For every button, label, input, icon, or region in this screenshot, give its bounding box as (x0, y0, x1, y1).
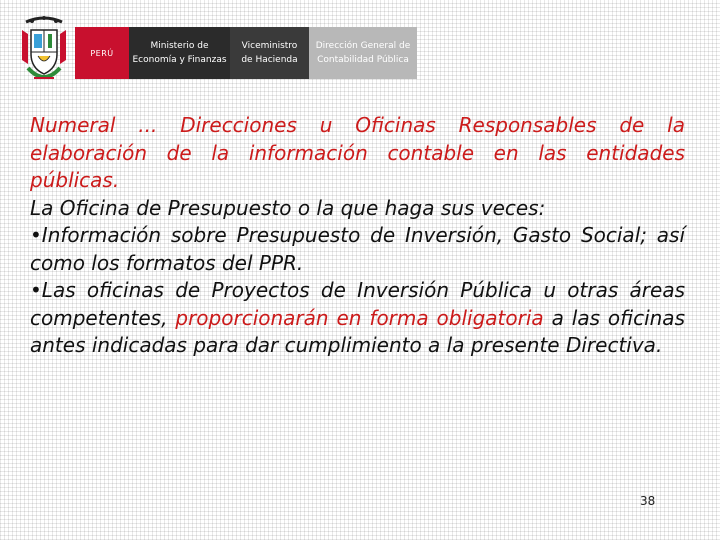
peru-label-box (75, 27, 129, 79)
bullet-1-text: Información sobre Presupuesto de Inversión, Gasto Social; así como los formatos del PPR. (30, 223, 685, 275)
bullet-icon: • (30, 278, 42, 302)
bullet-2-text-end: a las oficinas antes indicadas para dar cumplimiento a la presente Directiva. (30, 305, 685, 357)
bullet-icon: • (30, 223, 42, 247)
bullet-2-highlight: proporcionarán en forma obligatoria (175, 305, 544, 330)
directorate-label: Dirección General de Contabilidad Pública (309, 27, 417, 79)
page-number: 38 (640, 494, 656, 508)
heading-text: Numeral ... Direcciones u Oficinas Responsables de la elaboración de la información contable en las entidades públicas. (30, 113, 685, 192)
header-bar (0, 0, 720, 95)
peru-coat-of-arms-icon (20, 16, 68, 86)
bullet-item-1 (30, 222, 685, 277)
slide-body (30, 112, 685, 360)
intro-text: La Oficina de Presupuesto o la que haga sus veces: (30, 195, 546, 220)
vice-ministry-label: Viceministro de Hacienda (230, 27, 309, 79)
ministry-label: Ministerio de Economía y Finanzas (129, 27, 230, 79)
country-label: PERÚ (90, 48, 114, 58)
bullet-item-2 (30, 277, 685, 360)
bullet-2-text-start: Las oficinas de Proyectos de Inversión Pública u otras áreas competentes, (30, 278, 685, 330)
